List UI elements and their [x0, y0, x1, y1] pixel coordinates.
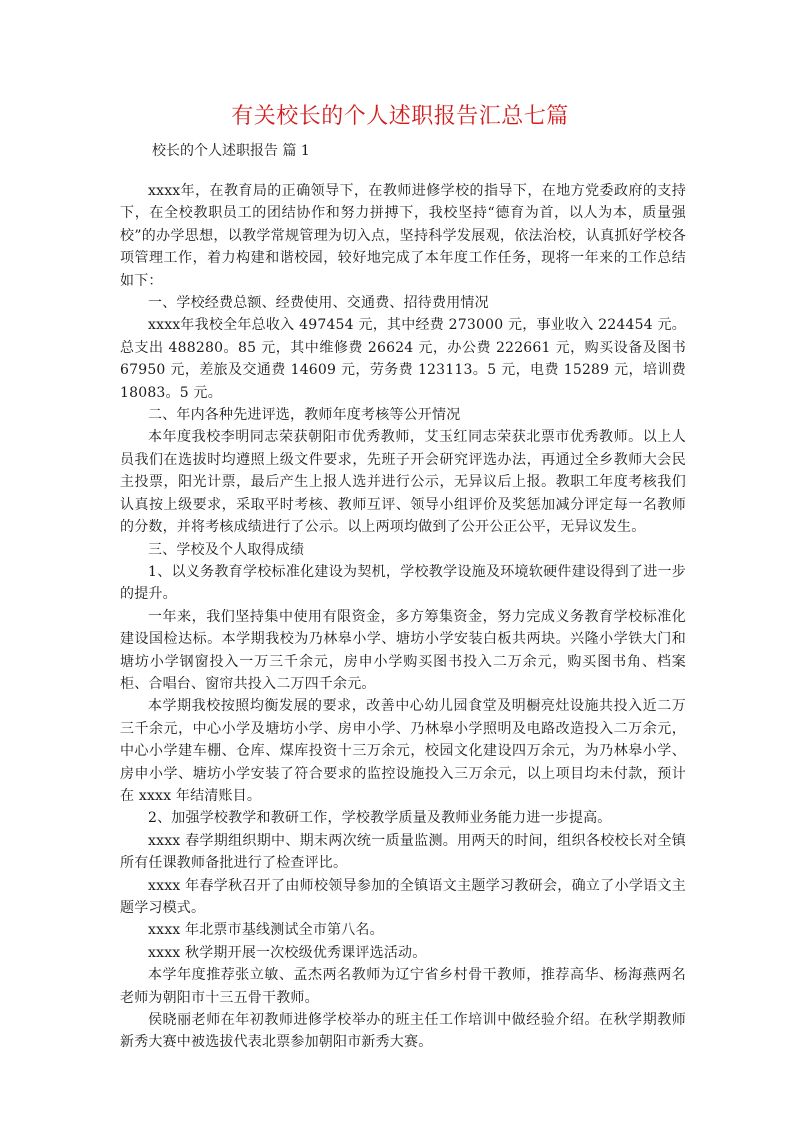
paragraph: xxxx年我校全年总收入 497454 元，其中经费 273000 元，事业收入 224454 元。总支出 488280。85 元，其中维修费 26624 元，办公费 222661 元，购买设备及图书 67950 元，差旅及交通费 14609 元，劳务费 123113。5 元，电费 15289 元，培训费 18083。5 元。: [120, 317, 686, 401]
paragraph: 一年来，我们坚持集中使用有限资金，多方筹集资金，努力完成义务教育学校标准化建设国检达标。本学期我校为乃林皋小学、塘坊小学安装白板共两块。兴隆小学铁大门和塘坊小学钢窗投入一万三千余元，房申小学购买图书投入二万余元，购买图书角、档案柜、合唱台、窗帘共投入二万四千余元。: [120, 608, 686, 692]
section-heading: 三、学校及个人取得成绩: [148, 541, 305, 558]
paragraph: xxxx 春学期组织期中、期末两次统一质量监测。用两天的时间，组织各校校长对全镇所有任课教师备批进行了检查评比。: [120, 832, 686, 872]
paragraph: 本年度我校李明同志荣获朝阳市优秀教师，艾玉红同志荣获北票市优秀教师。以上人员我们在选拔时均遵照上级文件要求，先班子开会研究评选办法，再通过全乡教师大会民主投票，阳光计票，最后产生上报人选并进行公示，无异议后上报。教职工年度考核我们认真按上级要求，采取平时考核、教师互评、领导小组评价及奖惩加减分评定每一名教师的分数，并将考核成绩进行了公示。以上两项均做到了公开公正公平，无异议发生。: [120, 429, 686, 536]
paragraph: 本学年度推荐张立敏、孟杰两名教师为辽宁省乡村骨干教师，推荐高华、杨海燕两名老师为朝阳市十三五骨干教师。: [120, 967, 686, 1006]
document-title: 有关校长的个人述职报告汇总七篇: [231, 104, 569, 129]
paragraph: xxxx 年春学秋召开了由师校领导参加的全镇语文主题学习教研会，确立了小学语文主题学习模式。: [120, 877, 686, 916]
section-heading: 二、年内各种先进评选，教师年度考核等公开情况: [148, 407, 461, 424]
section-heading: 一、学校经费总额、经费使用、交通费、招待费用情况: [148, 295, 489, 312]
paragraph: 本学期我校按照均衡发展的要求，改善中心幼儿园食堂及明橱亮灶设施共投入近二万三千余元，中心小学及塘坊小学、房申小学、乃林皋小学照明及电路改造投入二万余元，中心小学建车棚、仓库、煤库投资十三万余元，校园文化建设四万余元，为乃林皋小学、房申小学、塘坊小学安装了符合要求的监控设施投入三万余元，以上项目均未付款，预计在 xxxx 年结清账目。: [120, 698, 686, 804]
section-subtitle: 校长的个人述职报告 篇 1: [152, 143, 310, 159]
paragraph: xxxx 秋学期开展一次校级优秀课评选活动。: [148, 944, 427, 961]
document-body: [120, 180, 686, 1054]
paragraph: 2、加强学校教学和教研工作，学校教学质量及教师业务能力进一步提高。: [148, 810, 612, 827]
paragraph: 侯晓丽老师在年初教师进修学校举办的班主任工作培训中做经验介绍。在秋学期教师新秀大赛中被选拔代表北票参加朝阳市新秀大赛。: [120, 1012, 686, 1051]
paragraph: xxxx年，在教育局的正确领导下，在教师进修学校的指导下，在地方党委政府的支持下，在全校教职员工的团结协作和努力拼搏下，我校坚持“德育为首，以人为本，质量强校”的办学思想，以教学常规管理为切入点，坚持科学发展观，依法治校，认真抓好学校各项管理工作，着力构建和谐校园，较好地完成了本年度工作任务，现将一年来的工作总结如下：: [120, 183, 686, 289]
paragraph: xxxx 年北票市基线测试全市第八名。: [148, 922, 384, 939]
paragraph: 1、以义务教育学校标准化建设为契机，学校教学设施及环境软硬件建设得到了进一步的提升。: [120, 563, 686, 603]
